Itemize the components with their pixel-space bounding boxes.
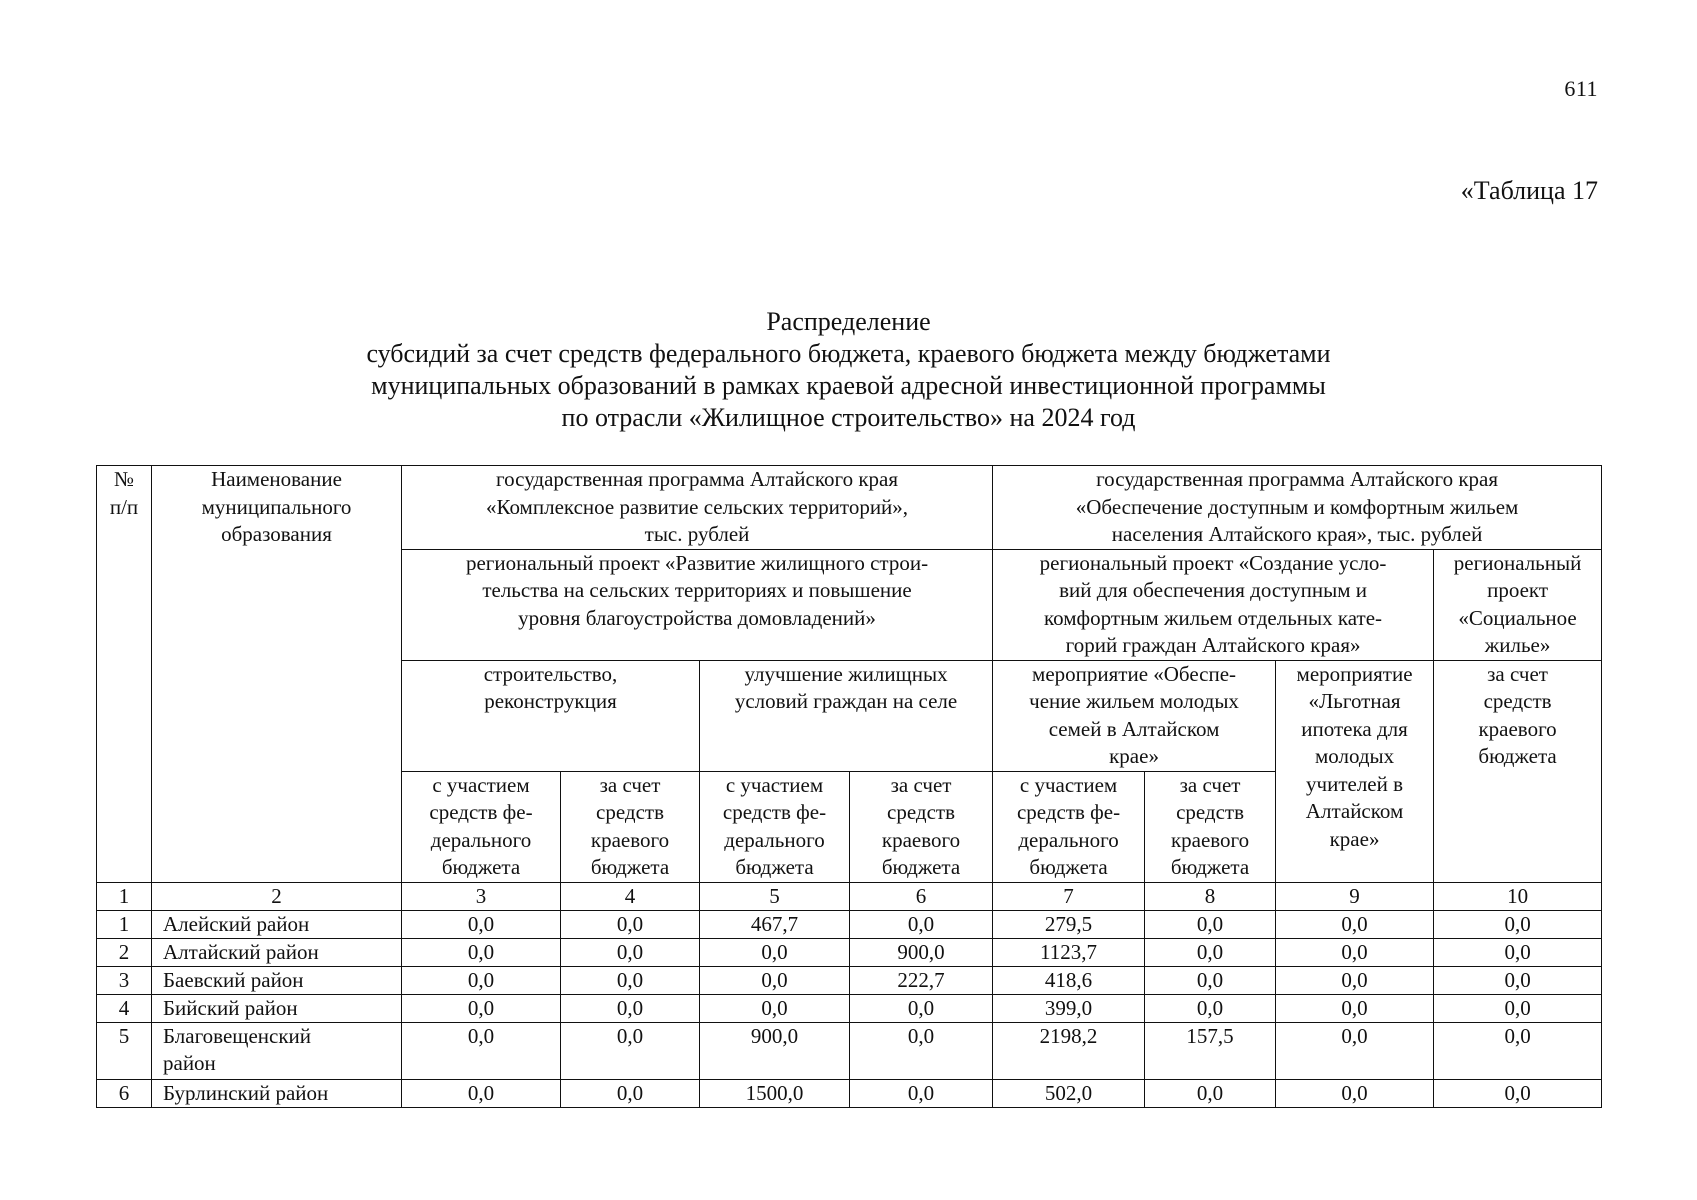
header-improvement: улучшение жилищных условий граждан на селе [700,660,993,771]
amount-cell: 0,0 [700,966,850,994]
column-number: 1 [97,882,152,910]
amount-cell: 0,0 [1434,910,1602,938]
column-number: 3 [402,882,561,910]
table-row [97,1022,1602,1079]
amount-cell: 418,6 [993,966,1145,994]
municipality-name: Алейский район [152,910,402,938]
amount-cell: 0,0 [1145,966,1276,994]
amount-cell: 0,0 [1276,966,1434,994]
header-federal-part: с участием средств фе- дерального бюджета [993,771,1145,882]
header-program-rural: государственная программа Алтайского края «Комплексное развитие сельских территорий», тыс. рублей [402,466,993,550]
column-number: 10 [1434,882,1602,910]
amount-cell: 399,0 [993,994,1145,1022]
amount-cell: 157,5 [1145,1022,1276,1079]
header-young-families: мероприятие «Обеспе- чение жильем молодых семей в Алтайском крае» [993,660,1276,771]
column-number: 6 [850,882,993,910]
amount-cell: 0,0 [402,1022,561,1079]
table-row [97,910,1602,938]
column-number: 2 [152,882,402,910]
table-row [97,938,1602,966]
amount-cell: 0,0 [402,1079,561,1107]
column-number: 7 [993,882,1145,910]
amount-cell: 2198,2 [993,1022,1145,1079]
amount-cell: 0,0 [1145,994,1276,1022]
page-number: 611 [1564,76,1598,101]
amount-cell: 0,0 [850,994,993,1022]
amount-cell: 0,0 [1434,966,1602,994]
municipality-name: Бурлинский район [152,1079,402,1107]
row-number: 5 [97,1022,152,1079]
amount-cell: 0,0 [700,994,850,1022]
table-row [97,1079,1602,1107]
header-regional-part: за счет средств краевого бюджета [561,771,700,882]
amount-cell: 0,0 [1434,1022,1602,1079]
amount-cell: 0,0 [561,966,700,994]
header-federal-part: с участием средств фе- дерального бюджета [700,771,850,882]
row-number: 6 [97,1079,152,1107]
amount-cell: 0,0 [402,910,561,938]
amount-cell: 0,0 [1276,1079,1434,1107]
header-regional-part: за счет средств краевого бюджета [1145,771,1276,882]
amount-cell: 0,0 [1276,994,1434,1022]
amount-cell: 0,0 [850,1022,993,1079]
row-number: 4 [97,994,152,1022]
amount-cell: 0,0 [402,966,561,994]
amount-cell: 0,0 [561,1079,700,1107]
amount-cell: 0,0 [561,910,700,938]
amount-cell: 0,0 [1434,994,1602,1022]
amount-cell: 0,0 [700,938,850,966]
amount-cell: 0,0 [402,938,561,966]
column-number-row [97,882,1602,910]
title-line: Распределение [766,307,931,336]
amount-cell: 0,0 [1434,1079,1602,1107]
header-regional-budget: за счет средств краевого бюджета [1434,660,1602,882]
column-number: 8 [1145,882,1276,910]
amount-cell: 0,0 [402,994,561,1022]
header-project-rural-housing: региональный проект «Развитие жилищного строи- тельства на сельских территориях и повышение уровня благоустройства домовладений» [402,549,993,660]
amount-cell: 0,0 [850,910,993,938]
amount-cell: 0,0 [1145,1079,1276,1107]
header-project-housing-conditions: региональный проект «Создание усло- вий для обеспечения доступным и комфортным жильем отдельных кате- горий граждан Алтайского края» [993,549,1434,660]
amount-cell: 1500,0 [700,1079,850,1107]
municipality-name: Бийский район [152,994,402,1022]
row-number: 2 [97,938,152,966]
table-row [97,966,1602,994]
row-number: 1 [97,910,152,938]
header-project-social-housing: региональный проект «Социальное жилье» [1434,549,1602,660]
amount-cell: 0,0 [561,938,700,966]
header-num: № п/п [97,466,152,883]
municipality-name: Баевский район [152,966,402,994]
amount-cell: 0,0 [1276,910,1434,938]
table-label: «Таблица 17 [1460,176,1598,205]
amount-cell: 0,0 [1276,938,1434,966]
column-number: 9 [1276,882,1434,910]
amount-cell: 467,7 [700,910,850,938]
title-line: по отрасли «Жилищное строительство» на 2024 год [561,403,1136,432]
document-title [0,306,1697,434]
subsidy-table [96,465,1602,1108]
amount-cell: 900,0 [700,1022,850,1079]
amount-cell: 0,0 [561,1022,700,1079]
header-regional-part: за счет средств краевого бюджета [850,771,993,882]
amount-cell: 0,0 [1145,910,1276,938]
amount-cell: 0,0 [1145,938,1276,966]
header-federal-part: с участием средств фе- дерального бюджета [402,771,561,882]
column-number: 5 [700,882,850,910]
municipality-name: Благовещенский район [152,1022,402,1079]
header-name: Наименование муниципального образования [152,466,402,883]
row-number: 3 [97,966,152,994]
amount-cell: 900,0 [850,938,993,966]
amount-cell: 0,0 [561,994,700,1022]
amount-cell: 222,7 [850,966,993,994]
title-line: субсидий за счет средств федерального бюджета, краевого бюджета между бюджетами [366,339,1331,368]
amount-cell: 0,0 [850,1079,993,1107]
title-line: муниципальных образований в рамках краевой адресной инвестиционной программы [371,371,1326,400]
amount-cell: 279,5 [993,910,1145,938]
header-program-housing: государственная программа Алтайского края «Обеспечение доступным и комфортным жильем населения Алтайского края», тыс. рублей [993,466,1602,550]
amount-cell: 502,0 [993,1079,1145,1107]
table-row [97,994,1602,1022]
header-teachers-mortgage: мероприятие «Льготная ипотека для молодых учителей в Алтайском крае» [1276,660,1434,882]
municipality-name: Алтайский район [152,938,402,966]
amount-cell: 0,0 [1434,938,1602,966]
amount-cell: 1123,7 [993,938,1145,966]
amount-cell: 0,0 [1276,1022,1434,1079]
header-construction: строительство, реконструкция [402,660,700,771]
column-number: 4 [561,882,700,910]
